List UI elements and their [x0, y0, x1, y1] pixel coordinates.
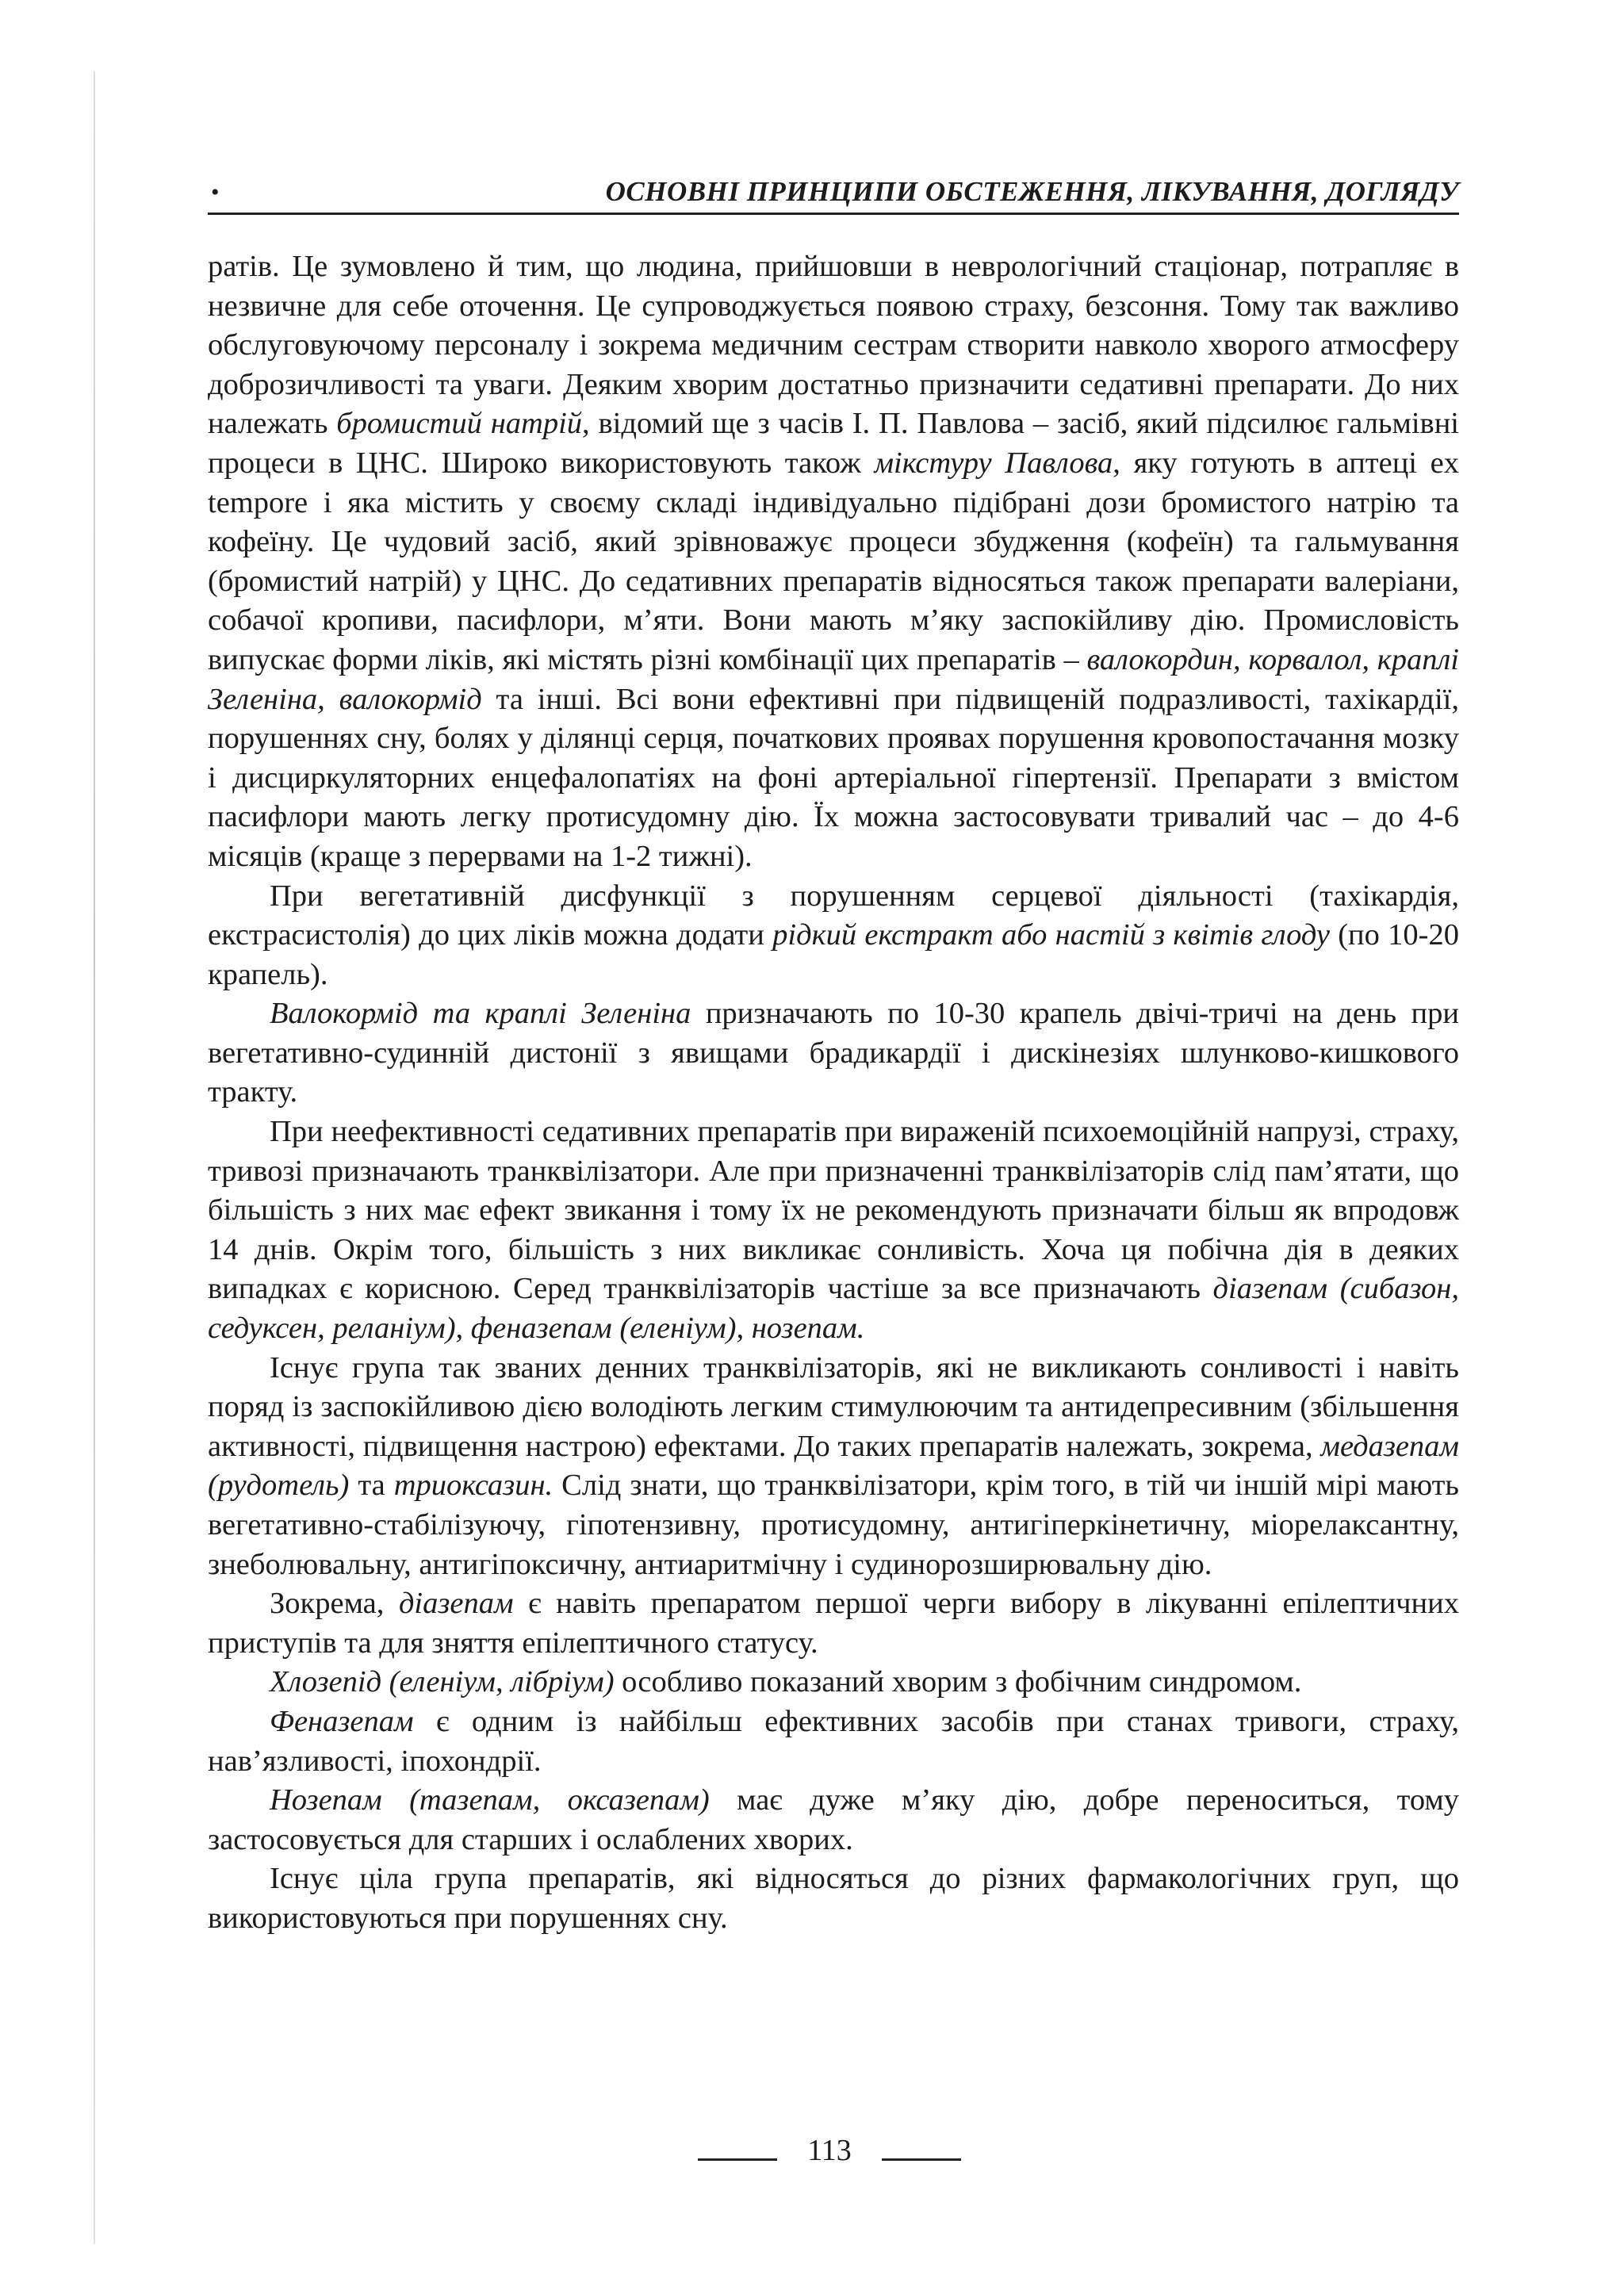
- footer-rule-right: [882, 2158, 961, 2161]
- paragraph: [208, 994, 1459, 1113]
- text-segment: , відомий ще з часів І. П. Павлова – засіб, який підсилює гальмівні процеси в ЦНС. Широко використовують також: [208, 407, 1459, 480]
- page-number: 113: [807, 2134, 852, 2167]
- text-segment: Слід знати, що транквілізатори, крім того, в тій чи іншій мірі мають вегетативно-стабілізуючу, гіпотензивну, протисудомну, антигіперкінетичну, міорелаксантну, знеболювальну, антигіпоксичну, антиаритмічну і судинорозширювальну дію.: [208, 1469, 1459, 1581]
- text-segment: Існує група так званих денних транквілізаторів, які не викликають сонливості і навіть поряд із заспокійливою дією володіють легким стимулюючим та антидепресивним (збільшення активності, підвищення настрою) ефектами. До таких препаратів належать, зокрема,: [208, 1350, 1459, 1463]
- text-segment: особливо показаний хворим з фобічним синдромом.: [614, 1665, 1302, 1699]
- drug-name-italic: медазепам (рудотель): [208, 1429, 1459, 1503]
- drug-name-italic: діазепам (сибазон, седуксен, реланіум), феназепам (еленіум), нозепам.: [208, 1272, 1459, 1346]
- drug-name-italic: триоксазин.: [393, 1469, 553, 1503]
- text-segment: При вегетативній дисфункції з порушенням серцевої діяльності (тахікардія, екстрасистолія) до цих ліків можна додати: [208, 879, 1459, 952]
- paragraph: [208, 1781, 1459, 1859]
- text-segment: є одним із найбільш ефективних засобів при станах тривоги, страху, нав’язливості, іпохондрії.: [208, 1704, 1459, 1778]
- drug-name-italic: бромистий натрій: [336, 407, 583, 441]
- paragraph: [208, 1859, 1459, 1938]
- drug-name-italic: діазепам: [398, 1587, 514, 1621]
- drug-name-italic: Валокормід та краплі Зеленіна: [270, 997, 691, 1031]
- drug-name-italic: Феназепам: [270, 1704, 414, 1738]
- paragraph: [208, 1702, 1459, 1781]
- text-segment: та інші. Всі вони ефективні при підвищеній подразливості, тахікардії, порушеннях сну, болях у ділянці серця, початкових проявах порушення кровопостачання мозку і дисциркуляторних енцефалопатіях на фоні артеріальної гіпертензії. Препарати з вмістом пасифлори мають легку протисудомну дію. Їх можна застосовувати тривалий час – до 4-6 місяців (краще з перервами на 1-2 тижні).: [208, 682, 1460, 873]
- paragraph: [208, 247, 1459, 877]
- header-bullet: •: [211, 179, 220, 205]
- body-text: [208, 247, 1459, 1939]
- text-segment: є навіть препаратом першої черги вибору в лікуванні епілептичних приступів та для зняття епілептичного статусу.: [208, 1587, 1459, 1660]
- text-segment: Зокрема,: [270, 1587, 399, 1621]
- text-segment: призначають по 10-30 крапель двічі-тричі на день при вегетативно-судинній дистонії з явищами брадикардії і дискінезіях шлунково-кишкового тракту.: [208, 997, 1459, 1109]
- paragraph: [208, 1349, 1459, 1585]
- text-segment: та: [349, 1469, 394, 1503]
- header-title: ОСНОВНІ ПРИНЦИПИ ОБСТЕЖЕННЯ, ЛІКУВАННЯ, ДОГЛЯДУ: [605, 176, 1459, 207]
- paragraph: [208, 877, 1459, 995]
- paragraph: [208, 1663, 1459, 1702]
- running-header: [208, 168, 1459, 215]
- drug-name-italic: мікстуру Павлова: [874, 446, 1113, 480]
- page-footer: [0, 2125, 1624, 2173]
- drug-name-italic: Хлозепід (еленіум, лібріум): [270, 1665, 615, 1699]
- footer-rule-left: [698, 2158, 777, 2161]
- drug-name-italic: Нозепам (тазепам, оксазепам): [270, 1783, 710, 1817]
- text-segment: Існує ціла група препаратів, які відносяться до різних фармакологічних груп, що використовуються при порушеннях сну.: [208, 1862, 1459, 1935]
- scan-binding-edge: [94, 71, 95, 2244]
- text-segment: (по 10-20 крапель).: [208, 918, 1459, 991]
- paragraph: [208, 1113, 1459, 1349]
- text-segment: При неефективності седативних препаратів при вираженій психоемоційній напрузі, страху, тривозі призначають транквілізатори. Але при призначенні транквілізаторів слід пам’ятати, що більшість з них має ефект звикання і тому їх не рекомендують призначати більш як впродовж 14 днів. Окрім того, більшість з них викликає сонливість. Хоча ця побічна дія в деяких випадках є корисною. Серед транквілізаторів частіше за все призначають: [208, 1115, 1459, 1306]
- text-segment: має дуже м’яку дію, добре переноситься, тому застосовується для старших і ослаблених хворих.: [208, 1783, 1459, 1856]
- drug-name-italic: валокордин, корвалол, краплі Зеленіна, валокормід: [208, 642, 1459, 716]
- text-segment: , яку готують в аптеці ex tempore і яка містить у своєму складі індивідуально підібрані дози бромистого натрію та кофеїну. Це чудовий засіб, який зрівноважує процеси збудження (кофеїн) та гальмування (бромистий натрій) у ЦНС. До седативних препаратів відносяться також препарати валеріани, собачої кропиви, пасифлори, м’яти. Вони мають м’яку заспокійливу дію. Промисловість випускає форми ліків, які містять різні комбінації цих препаратів –: [208, 446, 1459, 676]
- paragraph: [208, 1584, 1459, 1663]
- text-segment: ратів. Це зумовлено й тим, що людина, прийшовши в неврологічний стаціонар, потрапляє в незвичне для себе оточення. Це супроводжується появою страху, безсоння. Тому так важливо обслуговуючому персоналу і зокрема медичним сестрам створити навколо хворого атмосферу доброзичливості та уваги. Деяким хворим достатньо призначити седативні препарати. До них належать: [208, 250, 1459, 441]
- drug-name-italic: рідкий екстракт або настій з квітів глоду: [772, 918, 1330, 952]
